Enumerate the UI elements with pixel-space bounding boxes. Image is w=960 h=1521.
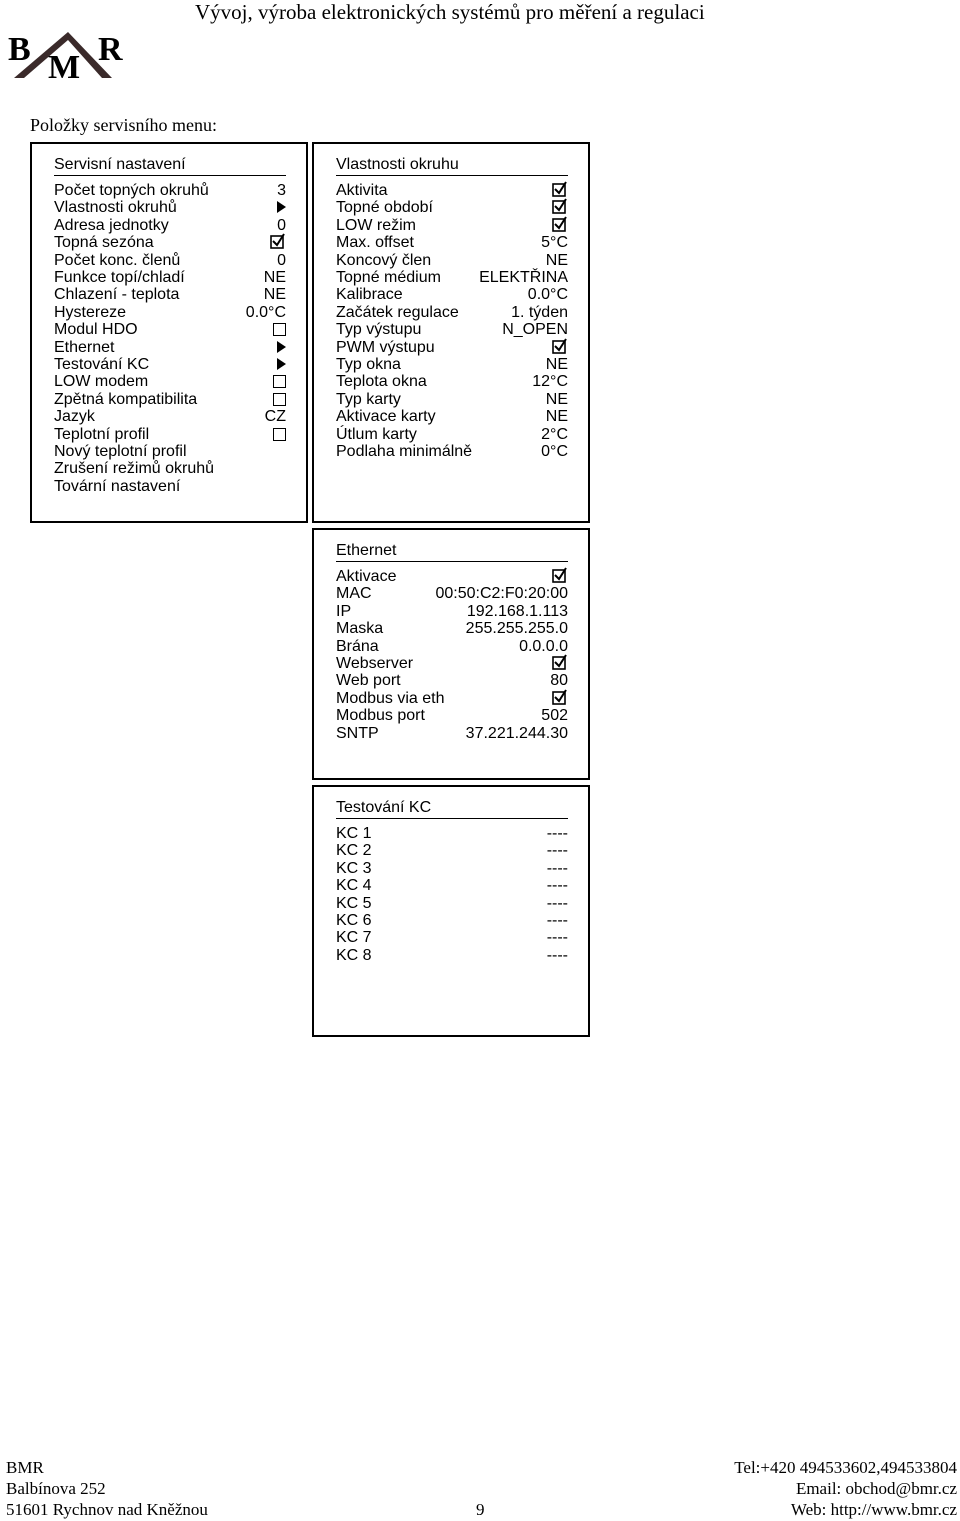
- panel-servisni-nastaveni: [30, 142, 308, 523]
- panel-title: Vlastnosti okruhu: [336, 156, 459, 173]
- checkbox-checked-icon: [552, 216, 568, 232]
- menu-item[interactable]: [336, 269, 568, 286]
- menu-item-label: Hystereze: [54, 303, 127, 321]
- menu-item[interactable]: [336, 426, 568, 443]
- menu-item-value: NE: [545, 356, 568, 373]
- menu-item-value: 255.255.255.0: [465, 620, 568, 638]
- menu-item[interactable]: [54, 408, 286, 425]
- menu-item[interactable]: [336, 690, 568, 707]
- menu-item[interactable]: [336, 860, 568, 877]
- footer-company: BMR: [6, 1458, 44, 1477]
- menu-item-value: NE: [263, 286, 286, 304]
- menu-item[interactable]: [336, 304, 568, 321]
- menu-item-value: 0: [277, 251, 286, 269]
- menu-item-value: ----: [546, 859, 568, 877]
- menu-item-label: Podlaha minimálně: [336, 443, 473, 460]
- menu-item[interactable]: [54, 460, 286, 477]
- checkbox-checked-icon: [552, 198, 568, 214]
- menu-item-value: 502: [541, 707, 568, 725]
- menu-item-label: KC 8: [336, 946, 372, 964]
- menu-item-label: Max. offset: [336, 234, 414, 252]
- menu-item-label: KC 4: [336, 877, 372, 895]
- menu-item[interactable]: [336, 842, 568, 859]
- menu-item[interactable]: [336, 638, 568, 655]
- menu-item-label: IP: [336, 602, 352, 620]
- menu-item[interactable]: [336, 182, 568, 199]
- menu-item-label: Teplotní profil: [54, 425, 150, 443]
- menu-item-label: Nový teplotní profil: [54, 443, 187, 460]
- menu-item-label: KC 5: [336, 894, 372, 912]
- footer-web: Web: http://www.bmr.cz: [790, 1500, 957, 1519]
- checkbox-empty-icon: [273, 323, 286, 336]
- menu-item[interactable]: [54, 217, 286, 234]
- panel-rule: [54, 175, 286, 176]
- panel-testovani-kc: [312, 785, 590, 1037]
- arrow-right-icon: [277, 201, 286, 213]
- menu-item-label: Modbus port: [336, 707, 425, 725]
- menu-item-value: ----: [546, 929, 568, 947]
- svg-text:M: M: [48, 49, 81, 82]
- menu-item-label: KC 2: [336, 842, 372, 860]
- menu-item-value: 80: [550, 672, 568, 690]
- menu-item[interactable]: [54, 286, 286, 303]
- panel-rule: [336, 818, 568, 819]
- menu-item-label: Jazyk: [54, 408, 95, 426]
- panel-rule: [336, 175, 568, 176]
- menu-item[interactable]: [54, 199, 286, 216]
- menu-item[interactable]: [54, 321, 286, 338]
- menu-item[interactable]: [336, 620, 568, 637]
- menu-item-value: NE: [545, 390, 568, 408]
- menu-item[interactable]: [336, 252, 568, 269]
- menu-item[interactable]: [54, 182, 286, 199]
- menu-item-label: LOW režim: [336, 216, 416, 234]
- menu-item-label: MAC: [336, 585, 372, 603]
- checkbox-checked-icon: [552, 181, 568, 197]
- menu-item-label: Vlastnosti okruhů: [54, 199, 177, 217]
- menu-item-value: 0.0°C: [527, 286, 568, 304]
- menu-item[interactable]: [336, 321, 568, 338]
- menu-item-label: Kalibrace: [336, 286, 403, 304]
- header-title: Vývoj, výroba elektronických systémů pro měření a regulaci: [195, 0, 705, 24]
- menu-item[interactable]: [54, 252, 286, 269]
- menu-item-label: Modul HDO: [54, 321, 138, 339]
- menu-item-value: ----: [546, 912, 568, 929]
- menu-item-value: NE: [545, 408, 568, 426]
- menu-item[interactable]: [336, 947, 568, 964]
- menu-item[interactable]: [54, 269, 286, 286]
- menu-item-label: Modbus via eth: [336, 689, 445, 707]
- menu-list: [336, 825, 568, 975]
- menu-item-label: Topné médium: [336, 269, 441, 286]
- menu-item-value: NE: [545, 251, 568, 269]
- menu-item-value: 12°C: [532, 373, 568, 391]
- menu-item-value: ----: [546, 946, 568, 964]
- panel-title: Servisní nastavení: [54, 156, 186, 173]
- checkbox-empty-icon: [273, 375, 286, 388]
- menu-item[interactable]: [336, 217, 568, 234]
- panel-rule: [336, 561, 568, 562]
- menu-item-label: Ethernet: [54, 338, 115, 356]
- menu-item-label: Počet topných okruhů: [54, 182, 209, 199]
- checkbox-empty-icon: [273, 428, 286, 441]
- menu-item-label: KC 1: [336, 825, 372, 842]
- menu-item[interactable]: [336, 408, 568, 425]
- checkbox-checked-icon: [552, 689, 568, 705]
- menu-item-label: Aktivace karty: [336, 408, 436, 426]
- menu-item-label: Zpětná kompatibilita: [54, 390, 198, 408]
- menu-item-label: Tovární nastavení: [54, 477, 181, 495]
- menu-item-value: 3: [277, 182, 286, 199]
- menu-item-label: Funkce topí/chladí: [54, 269, 185, 286]
- arrow-right-icon: [277, 358, 286, 370]
- menu-item[interactable]: [336, 234, 568, 251]
- menu-item[interactable]: [54, 391, 286, 408]
- menu-item[interactable]: [336, 585, 568, 602]
- menu-item-label: KC 6: [336, 912, 372, 929]
- menu-item[interactable]: [54, 373, 286, 390]
- menu-item[interactable]: [336, 825, 568, 842]
- page-number: 9: [476, 1500, 485, 1519]
- panel-ethernet: [312, 528, 590, 780]
- menu-item-value: 2°C: [541, 425, 568, 443]
- menu-item-value: 1. týden: [511, 303, 568, 321]
- menu-item[interactable]: [336, 568, 568, 585]
- menu-item-value: ----: [546, 894, 568, 912]
- menu-item[interactable]: [336, 707, 568, 724]
- menu-item-label: Brána: [336, 637, 379, 655]
- menu-item-label: Teplota okna: [336, 373, 427, 391]
- menu-item[interactable]: [54, 234, 286, 251]
- svg-text:B: B: [8, 31, 31, 68]
- menu-item-label: Začátek regulace: [336, 303, 459, 321]
- menu-item[interactable]: [336, 391, 568, 408]
- menu-item[interactable]: [336, 877, 568, 894]
- menu-item-label: Typ výstupu: [336, 321, 422, 339]
- checkbox-empty-icon: [273, 393, 286, 406]
- menu-item[interactable]: [336, 339, 568, 356]
- checkbox-checked-icon: [552, 654, 568, 670]
- menu-item-value: NE: [263, 269, 286, 286]
- svg-text:R: R: [98, 31, 123, 68]
- menu-item-value: 192.168.1.113: [466, 602, 568, 620]
- menu-item-value: ----: [546, 842, 568, 860]
- menu-item-label: Webserver: [336, 655, 414, 672]
- menu-item-value: 00:50:C2:F0:20:00: [435, 585, 568, 603]
- menu-item-label: Aktivita: [336, 182, 388, 199]
- menu-item[interactable]: [336, 655, 568, 672]
- menu-item-value: N_OPEN: [502, 321, 568, 339]
- menu-item-value: 37.221.244.30: [465, 724, 568, 742]
- menu-item[interactable]: [54, 443, 286, 460]
- menu-list: [336, 568, 568, 748]
- checkbox-checked-icon: [552, 567, 568, 583]
- menu-item-label: Topná sezóna: [54, 234, 154, 252]
- menu-item-label: Typ okna: [336, 356, 401, 373]
- footer-city: 51601 Rychnov nad Kněžnou: [6, 1500, 208, 1519]
- menu-item[interactable]: [336, 725, 568, 742]
- bmr-logo: [6, 28, 126, 82]
- menu-item-value: CZ: [264, 408, 286, 426]
- checkbox-checked-icon: [270, 233, 286, 249]
- menu-item-label: Aktivace: [336, 568, 397, 585]
- menu-item-label: Testování KC: [54, 356, 150, 373]
- menu-item-label: KC 7: [336, 929, 372, 947]
- menu-item-label: Počet konc. členů: [54, 251, 181, 269]
- menu-list: [336, 182, 568, 482]
- menu-item-value: 0.0.0.0: [519, 637, 568, 655]
- menu-item[interactable]: [336, 912, 568, 929]
- panel-title: Ethernet: [336, 542, 397, 559]
- menu-item[interactable]: [54, 339, 286, 356]
- menu-item-label: Web port: [336, 672, 401, 690]
- menu-list: [54, 182, 286, 512]
- footer-street: Balbínova 252: [6, 1479, 106, 1498]
- menu-item[interactable]: [54, 478, 286, 495]
- menu-item-label: Koncový člen: [336, 251, 432, 269]
- menu-item-value: ----: [546, 825, 568, 842]
- menu-item-label: SNTP: [336, 724, 379, 742]
- menu-item[interactable]: [336, 443, 568, 460]
- menu-item-value: ELEKTŘINA: [479, 269, 568, 286]
- menu-item[interactable]: [336, 603, 568, 620]
- menu-item-label: PWM výstupu: [336, 338, 435, 356]
- menu-item[interactable]: [336, 286, 568, 303]
- menu-item-value: 5°C: [541, 234, 568, 252]
- menu-item[interactable]: [54, 304, 286, 321]
- menu-item-label: Útlum karty: [336, 425, 417, 443]
- menu-item-label: Chlazení - teplota: [54, 286, 180, 304]
- menu-item[interactable]: [336, 356, 568, 373]
- menu-item-label: Maska: [336, 620, 384, 638]
- menu-item[interactable]: [54, 356, 286, 373]
- arrow-right-icon: [277, 341, 286, 353]
- checkbox-checked-icon: [552, 338, 568, 354]
- section-title: Položky servisního menu:: [30, 115, 217, 135]
- menu-item-label: Typ karty: [336, 390, 401, 408]
- menu-item-value: 0.0°C: [245, 303, 286, 321]
- menu-item-value: ----: [546, 877, 568, 895]
- panel-vlastnosti-okruhu: [312, 142, 590, 523]
- menu-item-value: 0°C: [541, 443, 568, 460]
- menu-item-label: KC 3: [336, 859, 372, 877]
- menu-item[interactable]: [336, 672, 568, 689]
- menu-item-label: Zrušení režimů okruhů: [54, 460, 215, 478]
- panel-title: Testování KC: [336, 799, 432, 816]
- menu-item-label: Adresa jednotky: [54, 216, 169, 234]
- footer-tel: Tel:+420 494533602,494533804: [734, 1458, 957, 1477]
- menu-item-value: 0: [277, 216, 286, 234]
- menu-item[interactable]: [336, 895, 568, 912]
- menu-item[interactable]: [336, 373, 568, 390]
- menu-item-label: Topné období: [336, 199, 433, 217]
- menu-item[interactable]: [336, 199, 568, 216]
- footer-email: Email: obchod@bmr.cz: [795, 1479, 957, 1498]
- menu-item[interactable]: [54, 426, 286, 443]
- menu-item[interactable]: [336, 929, 568, 946]
- menu-item-label: LOW modem: [54, 373, 149, 391]
